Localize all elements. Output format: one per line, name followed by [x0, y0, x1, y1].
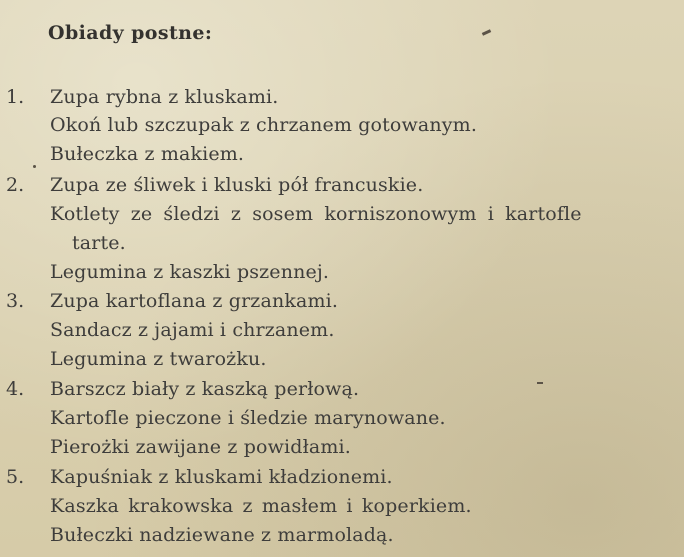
- menu-1-dish-3: Bułeczka z makiem.: [50, 143, 245, 165]
- menu-3-dish-2: Sandacz z jajami i chrzanem.: [50, 319, 335, 341]
- menu-number-4: 4.: [6, 378, 25, 400]
- menu-4-dish-1: Barszcz biały z kaszką perłową.: [50, 378, 360, 400]
- menu-4-dish-3: Pierożki zawijane z powidłami.: [50, 436, 351, 458]
- menu-5-dish-1: Kapuśniak z kluskami kładzionemi.: [50, 466, 393, 488]
- menu-number-2: 2.: [6, 174, 25, 196]
- menu-2-dish-3: Legumina z kaszki pszennej.: [50, 261, 330, 283]
- menu-4-dish-2: Kartofle pieczone i śledzie marynowane.: [50, 407, 446, 429]
- ink-speck: [482, 29, 491, 36]
- menu-3-dish-1: Zupa kartoflana z grzankami.: [50, 290, 339, 312]
- menu-number-1: 1.: [6, 86, 25, 108]
- menu-5-dish-3: Bułeczki nadziewane z marmoladą.: [50, 524, 394, 546]
- menu-number-3: 3.: [6, 290, 25, 312]
- menu-5-dish-2: Kaszka krakowska z masłem i koperkiem.: [50, 495, 472, 517]
- menu-2-dish-2-continued: tarte.: [72, 232, 126, 254]
- menu-1-dish-1: Zupa rybna z kluskami.: [50, 86, 279, 108]
- menu-1-dish-2: Okoń lub szczupak z chrzanem gotowanym.: [50, 114, 478, 136]
- ink-speck: [33, 165, 36, 168]
- menu-2-dish-1: Zupa ze śliwek i kluski pół francuskie.: [50, 174, 424, 196]
- menu-2-dish-2: Kotlety ze śledzi z sosem korniszonowym i kartofle: [50, 203, 582, 225]
- section-title: Obiady postne:: [48, 22, 213, 44]
- menu-3-dish-3: Legumina z twarożku.: [50, 348, 267, 370]
- menu-number-5: 5.: [6, 466, 25, 488]
- ink-speck: [537, 382, 543, 384]
